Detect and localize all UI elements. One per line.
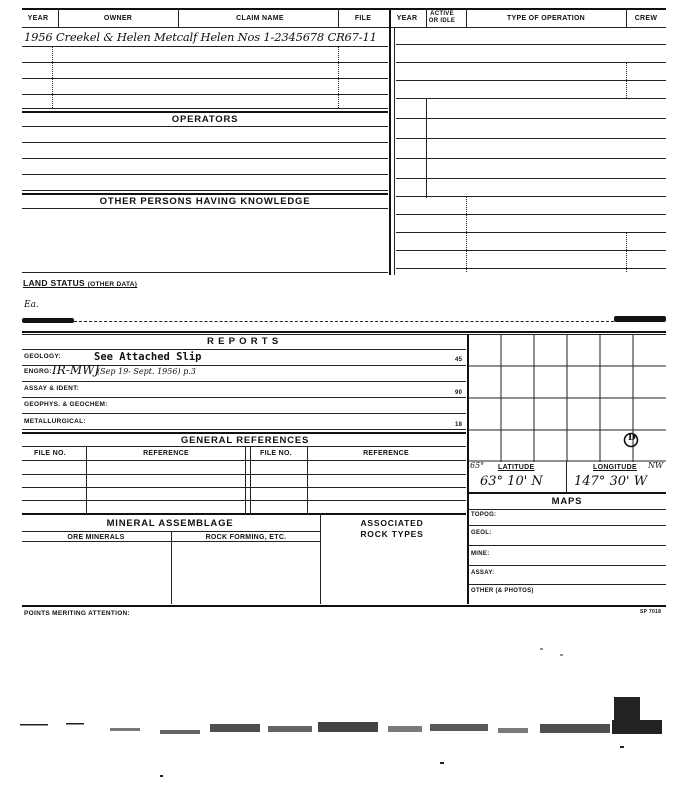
rock-types-label: ROCK TYPES <box>360 529 424 539</box>
latitude-label: LATITUDE <box>498 464 535 471</box>
claim-row-1: 1956 Creekel & Helen Metcalf Helen Nos 1-2345678 CR67-11 <box>24 30 377 44</box>
latitude-value: 63° 10' N <box>480 474 543 489</box>
ref-col-reference-2: REFERENCE <box>363 450 409 457</box>
longitude-value: 147° 30' W <box>574 474 648 489</box>
map-geol: GEOL: <box>471 530 492 536</box>
mineral-assemblage-heading: MINERAL ASSEMBLAGE <box>106 518 234 529</box>
col-owner: OWNER <box>103 15 133 22</box>
col-year: YEAR <box>27 15 49 22</box>
metallurgical-label: METALLURGICAL: <box>24 418 86 425</box>
map-other: OTHER (& PHOTOS) <box>471 588 534 594</box>
assay-label: ASSAY & IDENT: <box>24 385 80 392</box>
longitude-suffix: NW <box>648 461 664 470</box>
other-persons-heading: OTHER PERSONS HAVING KNOWLEDGE <box>99 196 311 207</box>
ref-col-file-2: FILE NO. <box>260 450 292 457</box>
reports-heading: R E P O R T S <box>207 336 279 347</box>
geology-label: GEOLOGY: <box>24 353 61 360</box>
associated-label: ASSOCIATED <box>360 518 424 528</box>
latitude-prefix: 65° <box>470 461 485 470</box>
engrg-label: ENGRG: <box>24 368 52 375</box>
map-mine: MINE: <box>471 551 490 557</box>
location-grid <box>468 334 666 462</box>
engrg-value: IR-MWJ <box>52 363 100 377</box>
col-active: ACTIVE <box>430 11 454 17</box>
assay-num: 90 <box>455 390 463 396</box>
scan-smudge-left <box>22 318 74 323</box>
points-meriting-attention: POINTS MERITING ATTENTION: <box>24 610 131 617</box>
col-crew: CREW <box>634 15 658 22</box>
ref-col-reference-1: REFERENCE <box>143 450 189 457</box>
land-status-note: Ea. <box>24 300 39 310</box>
grid-mark: D <box>628 433 636 443</box>
geology-num: 45 <box>455 357 463 363</box>
maps-heading: MAPS <box>551 496 583 507</box>
engrg-extra: (Sep 19- Sept. 1956) p.3 <box>97 367 196 376</box>
ore-minerals-label: ORE MINERALS <box>67 534 125 541</box>
col-or-idle: OR IDLE <box>428 18 456 24</box>
general-references-heading: GENERAL REFERENCES <box>180 435 310 446</box>
longitude-label: LONGITUDE <box>593 464 637 471</box>
operators-heading: OPERATORS <box>171 114 239 125</box>
map-assay: ASSAY: <box>471 570 495 576</box>
scan-noise <box>0 640 678 800</box>
land-status-label: LAND STATUS (OTHER DATA) <box>23 278 138 288</box>
rock-forming-label: ROCK FORMING, ETC. <box>205 534 287 541</box>
col-activity-year: YEAR <box>396 15 418 22</box>
form-number: SP 7018 <box>640 609 662 615</box>
map-topog: TOPOG: <box>471 512 497 518</box>
geophys-label: GEOPHYS. & GEOCHEM: <box>24 401 108 408</box>
col-type-of-operation: TYPE OF OPERATION <box>506 15 586 22</box>
scan-smudge-right <box>614 316 666 322</box>
col-file: FILE <box>354 15 372 22</box>
col-claim-name: CLAIM NAME <box>236 15 284 22</box>
metallurgical-num: 18 <box>455 422 463 428</box>
ref-col-file-1: FILE NO. <box>34 450 66 457</box>
geology-value: See Attached Slip <box>94 351 202 363</box>
